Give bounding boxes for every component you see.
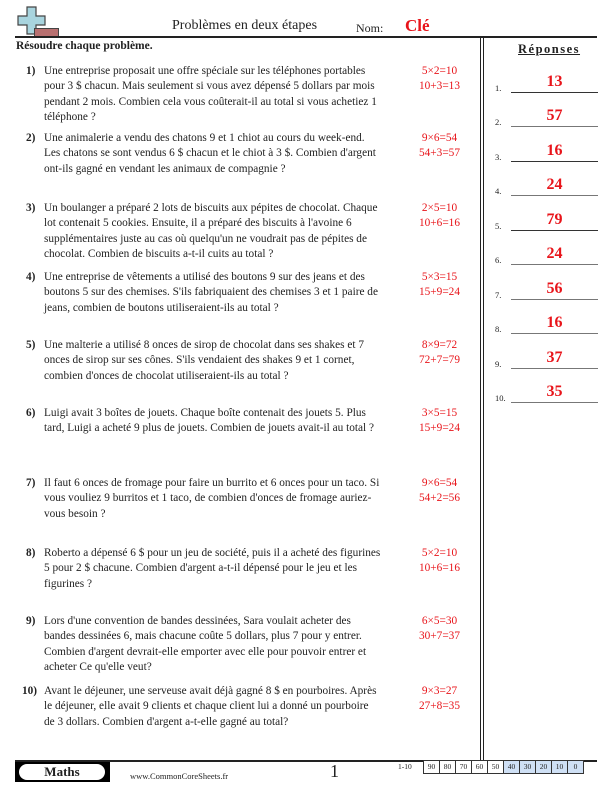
answer-row-6 [493,238,598,268]
answer-value: 13 [546,73,563,90]
work-shown [402,201,477,232]
question-text [44,406,399,437]
question-text [44,684,399,730]
question-line: Luigi avait 3 boîtes de jouets. Chaque boîte contenait des jouets 5. Plus [44,407,366,419]
answer-value: 56 [546,280,563,297]
answer-number: 6. [495,255,502,265]
question-line: bandes dessinées 6, mais chacune coûte 5 dollars, plus 7 pour y entrer. [44,630,362,643]
question-line: lot contenait 5 cookies. Ensuite, il a préparé des biscuits à l'avoine 6 [44,217,352,230]
answer-value: 16 [546,314,563,331]
work-step: 9×6=54 [421,132,458,144]
question-line: Un boulanger a préparé 2 lots de biscuits aux pépites de chocolat. Chaque [44,202,378,214]
answer-row-1 [493,66,598,96]
question-number: 9) [26,615,36,627]
answer-value: 16 [546,142,563,159]
answer-line [511,92,598,93]
work-shown [402,546,477,577]
score-cell: 20 [535,760,552,774]
work-shown [402,131,477,162]
question-text [44,64,399,125]
work-step: 5×3=15 [421,271,458,283]
question-number: 8) [26,547,36,559]
worksheet-title: Problèmes en deux étapes [172,18,318,33]
score-cell: 40 [503,760,520,774]
page-number: 1 [330,761,339,781]
question-line: onces de sirop sur ses cônes. S'ils vendaient des shakes 9 et 1 cornet, [44,354,355,367]
work-step: 27+8=35 [419,700,460,713]
answers-title: Réponses [518,42,581,56]
score-cell: 90 [423,760,440,774]
question-line: téléphone ? [44,110,96,123]
subject-label: Maths [19,764,105,780]
question-line: chocolat. Combien de biscuits a-t-il cuits au total ? [44,247,274,260]
answer-line [511,264,598,266]
score-cell: 30 [519,760,536,774]
question-text [44,270,399,316]
question-line: Combien d'argent devrait-elle emporter avec elle pour pouvoir entrer et [44,645,367,658]
answer-row-8 [493,307,598,337]
work-shown [402,406,477,437]
score-cell: 0 [567,760,584,774]
question-number: 3) [26,202,36,214]
work-step: 15+9=24 [419,422,460,435]
score-cell: 50 [487,760,504,774]
answer-line [511,333,598,335]
question-line: vous vouliez 9 burritos et 1 taco, de combien d'onces de fromage auriez- [44,492,372,505]
work-step: 10+6=16 [419,217,460,230]
answer-value: 35 [546,383,563,400]
answer-value: 37 [546,349,563,366]
answer-number: 8. [495,324,502,334]
answer-value: 24 [546,176,563,193]
question-number: 5) [26,339,36,351]
answer-number: 9. [495,359,502,369]
answer-value: 24 [546,245,563,262]
answer-row-2 [493,100,598,130]
work-step: 5×2=10 [421,65,458,77]
answer-row-10 [493,376,598,406]
name-label: Nom: [356,21,384,35]
score-table [423,760,583,774]
question-line: boutons 5 sur des chemises. S'ils fabriquaient des chemises 3 et 1 paire de [44,286,378,299]
answer-number: 4. [495,186,502,196]
work-shown [402,270,477,301]
work-shown [402,476,477,507]
question-line: Il faut 6 onces de fromage pour faire un burrito et 6 onces pour un taco. Si [44,477,380,489]
work-step: 5×2=10 [421,547,458,559]
score-cell: 10 [551,760,568,774]
header-divider [15,36,597,38]
work-step: 15+9=24 [419,286,460,299]
question-line: figurines ? [44,577,92,590]
answer-row-4 [493,169,598,199]
work-step: 2×5=10 [421,202,458,214]
answer-line [511,195,598,197]
answer-line [511,402,598,404]
work-shown [402,684,477,715]
question-text [44,476,399,522]
score-cell: 80 [439,760,456,774]
answer-number: 10. [495,393,506,403]
answer-value: 57 [546,107,563,124]
answer-line [511,161,598,162]
question-line: jeans, combien de boutons utiliseraient-ils au total ? [44,301,279,314]
question-text [44,201,399,262]
question-line: de 3 dollars. Combien d'argent a-t-elle gagné au total? [44,715,289,728]
question-line: supplémentaires juste au cas où quelqu'un ne voudrait pas de pépites de [44,232,367,245]
question-line: Lors d'une convention de bandes dessinées, Sara voulait acheter des [44,615,351,627]
question-line: Une animalerie a vendu des chatons 9 et 1 chiot au cours du week-end. [44,132,365,144]
question-line: acheter Ce qu'elle veut? [44,660,152,673]
score-cell: 60 [471,760,488,774]
question-number: 10) [22,685,38,697]
question-text [44,614,399,675]
question-line: Avant le déjeuner, une serveuse avait déjà gagné 8 $ en pourboires. Après [44,685,377,697]
work-step: 10+6=16 [419,562,460,575]
question-line: Une entreprise de vêtements a utilisé des boutons 9 sur des jeans et des [44,271,365,283]
work-step: 3×5=15 [421,407,458,419]
question-line: le déjeuner, elle avait 9 clients et chaque client lui a donné un pourboire [44,700,369,713]
answer-number: 5. [495,221,502,231]
answer-value: 79 [546,211,563,228]
question-line: pour 3 $ chacun. Mais seulement si vous avez dépensé 5 dollars par mois [44,80,375,93]
question-number: 6) [26,407,36,419]
question-line: tard, Luigi a acheté 9 plus de jouets. Combien de jouets avait-il au total ? [44,422,375,435]
work-shown [402,338,477,369]
score-cell: 70 [455,760,472,774]
answer-row-3 [493,135,598,165]
work-step: 9×6=54 [421,477,458,489]
answer-number: 7. [495,290,502,300]
question-number: 4) [26,271,36,283]
answer-number: 3. [495,152,502,162]
work-step: 30+7=37 [419,630,460,643]
work-step: 10+3=13 [419,80,460,93]
work-shown [402,64,477,95]
question-line: Les chatons se sont vendus 6 $ chacun et le chiot à 3 $. Combien d'argent [44,147,376,160]
work-step: 6×5=30 [421,615,458,627]
work-step: 8×9=72 [421,339,458,351]
question-number: 2) [26,132,36,144]
answer-row-5 [493,204,598,234]
answer-line [511,230,598,231]
answer-number: 1. [495,83,502,93]
question-text [44,131,399,177]
question-text [44,546,399,592]
column-divider [480,38,481,760]
answer-line [511,126,598,128]
question-line: Une entreprise proposait une offre spéciale sur les téléphones portables [44,65,366,77]
question-line: Une malterie a utilisé 8 onces de sirop de chocolat dans ses shakes et 7 [44,339,364,351]
question-number: 7) [26,477,36,489]
question-line: 5 pour 2 $ chacune. Combien d'argent a-t-il dépensé pour le jeu et les [44,562,358,575]
answer-row-7 [493,273,598,303]
question-line: combien d'onces de chocolat utiliseraient-ils au total ? [44,369,289,382]
answer-line [511,368,598,370]
work-shown [402,614,477,645]
instructions: Résoudre chaque problème. [16,40,153,52]
work-step: 54+3=57 [419,147,460,160]
work-step: 72+7=79 [419,354,460,367]
question-text [44,338,399,384]
question-number: 1) [26,65,36,77]
answer-number: 2. [495,117,502,127]
question-line: vous besoin ? [44,507,106,520]
answer-row-9 [493,342,598,372]
work-step: 54+2=56 [419,492,460,505]
answer-line [511,299,598,301]
column-divider-inner [483,38,484,760]
website-link[interactable]: www.CommonCoreSheets.fr [130,771,229,781]
work-step: 9×3=27 [421,685,458,697]
score-label: 1-10 [398,762,412,771]
question-line: pendant 2 mois. Combien cela vous coûterait-il au total si vous achetiez 1 [44,95,377,108]
name-value: Clé [405,16,430,35]
subject-badge [15,762,110,782]
question-line: ont-ils gagné en vendant les animaux de compagnie ? [44,162,286,175]
question-line: Roberto a dépensé 6 $ pour un jeu de société, puis il a acheté des figurines [44,547,381,559]
